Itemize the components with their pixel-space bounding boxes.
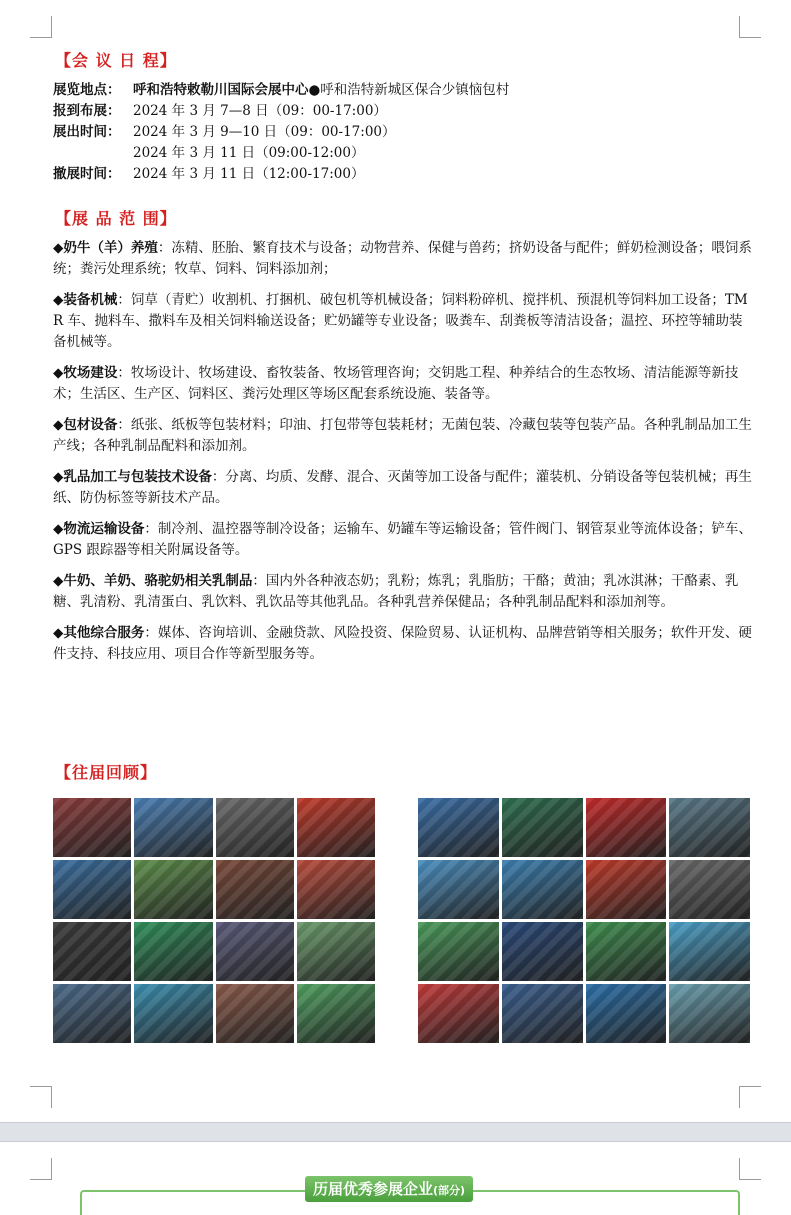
- scope-item: [53, 290, 753, 353]
- scope-item-key: ◆装备机械: [53, 292, 118, 308]
- review-photo: [297, 922, 375, 981]
- review-photo: [502, 922, 583, 981]
- scope-item: [53, 623, 753, 665]
- scope-item-key: ◆牧场建设: [53, 365, 118, 381]
- scope-item: [53, 363, 753, 405]
- venue-address: 呼和浩特新城区保合少镇恼包村: [320, 82, 510, 98]
- scope-item-text: ：国内外各种液态奶；乳粉；炼乳；乳脂肪；干酪；黄油；乳冰淇淋；干酪素、乳糖、乳清粉、乳清蛋白、乳饮料、乳饮品等其他乳品。各种乳营养保健品；各种乳制品配料和添加剂等。: [53, 573, 739, 610]
- review-photo: [418, 798, 499, 857]
- crop-mark: [30, 1158, 52, 1180]
- scope-item: [53, 238, 753, 280]
- review-photo: [216, 984, 294, 1043]
- review-photo: [134, 984, 212, 1043]
- review-photo: [297, 798, 375, 857]
- banner-title-text: 历届优秀参展企业: [313, 1180, 434, 1198]
- venue-label: 展览地点：: [53, 82, 121, 98]
- review-photo-collage-left: [53, 798, 375, 1043]
- review-photo: [586, 798, 667, 857]
- review-photo: [669, 860, 750, 919]
- page-gap: [0, 1122, 791, 1142]
- review-photo: [418, 922, 499, 981]
- schedule-info: [53, 80, 509, 185]
- scope-item-key: ◆其他综合服务: [53, 625, 145, 641]
- review-photo: [586, 860, 667, 919]
- review-photo: [418, 860, 499, 919]
- setup-value: 2024 年 3 月 7—8 日（09：00-17:00）: [133, 103, 387, 119]
- review-photo: [502, 860, 583, 919]
- review-photo: [53, 860, 131, 919]
- review-photo: [297, 984, 375, 1043]
- review-photo: [297, 860, 375, 919]
- setup-label: 报到布展：: [53, 103, 121, 119]
- crop-mark: [30, 16, 52, 38]
- scope-item-key: ◆牛奶、羊奶、骆驼奶相关乳制品: [53, 573, 253, 589]
- review-photo: [216, 860, 294, 919]
- scope-item-text: ：纸张、纸板等包装材料；印油、打包带等包装耗材；无菌包装、冷藏包装等包装产品。各种乳制品加工生产线；各种乳制品配料和添加剂。: [53, 417, 752, 454]
- scope-item-text: ：分离、均质、发酵、混合、灭菌等加工设备与配件；灌装机、分销设备等包装机械；再生纸、防伪标签等新技术产品。: [53, 469, 752, 506]
- review-heading: 【往届回顾】: [55, 763, 158, 782]
- scope-heading: 【展 品 范 围】: [55, 209, 177, 228]
- crop-mark: [30, 1086, 52, 1108]
- open-value-1: 2024 年 3 月 9—10 日（09：00-17:00）: [133, 124, 396, 140]
- review-photo: [586, 922, 667, 981]
- crop-mark: [739, 16, 761, 38]
- schedule-heading: 【会 议 日 程】: [55, 51, 177, 70]
- venue-name: 呼和浩特敕勒川国际会展中心●: [133, 82, 321, 98]
- review-photo: [216, 798, 294, 857]
- scope-item-key: ◆乳品加工与包装技术设备: [53, 469, 212, 485]
- scope-item: [53, 519, 753, 561]
- review-photo: [53, 922, 131, 981]
- review-photo: [134, 798, 212, 857]
- teardown-label: 撤展时间：: [53, 166, 121, 182]
- review-photo: [134, 860, 212, 919]
- review-photo: [216, 922, 294, 981]
- review-photo: [134, 922, 212, 981]
- review-photo: [669, 922, 750, 981]
- scope-item-text: ：制冷剂、温控器等制冷设备；运输车、奶罐车等运输设备；管件阀门、钢管泵业等流体设备；铲车、GPS 跟踪器等相关附属设备等。: [53, 521, 752, 558]
- scope-item-text: ：牧场设计、牧场建设、畜牧装备、牧场管理咨询；交钥匙工程、种养结合的生态牧场、清洁能源等新技术；生活区、生产区、饲料区、粪污处理区等场区配套系统设施、装备等。: [53, 365, 739, 402]
- scope-item-key: ◆奶牛（羊）养殖: [53, 240, 158, 256]
- scope-item-key: ◆包材设备: [53, 417, 118, 433]
- scope-list: [53, 238, 753, 675]
- scope-item: [53, 571, 753, 613]
- review-photo: [502, 984, 583, 1043]
- document-page-2: [0, 1142, 791, 1215]
- open-row-2: [53, 143, 509, 164]
- scope-item-text: ：冻精、胚胎、繁育技术与设备；动物营养、保健与兽药；挤奶设备与配件；鲜奶检测设备；喂饲系统；粪污处理系统；牧草、饲料、饲料添加剂；: [53, 240, 752, 277]
- review-photo: [53, 984, 131, 1043]
- setup-row: [53, 101, 509, 122]
- review-photo: [53, 798, 131, 857]
- banner-title-suffix: (部分): [433, 1184, 466, 1197]
- venue-row: [53, 80, 509, 101]
- scope-item: [53, 415, 753, 457]
- open-value-2: 2024 年 3 月 11 日（09:00-12:00）: [133, 145, 365, 161]
- scope-item: [53, 467, 753, 509]
- teardown-value: 2024 年 3 月 11 日（12:00-17:00）: [133, 166, 365, 182]
- exhibitor-banner-title: [305, 1176, 473, 1202]
- open-row: [53, 122, 509, 143]
- review-photo-collage-right: [418, 798, 750, 1043]
- scope-item-text: ：饲草（青贮）收割机、打捆机、破包机等机械设备；饲料粉碎机、搅拌机、预混机等饲料加工设备；TMR 车、抛料车、撒料车及相关饲料输送设备；贮奶罐等专业设备；吸粪车、刮粪板等清洁设备；温控、环控等辅助装备机械等。: [53, 292, 748, 350]
- review-photo: [502, 798, 583, 857]
- review-photo: [669, 798, 750, 857]
- teardown-row: [53, 164, 509, 185]
- review-photo: [418, 984, 499, 1043]
- scope-item-text: ：媒体、咨询培训、金融贷款、风险投资、保险贸易、认证机构、品牌营销等相关服务；软件开发、硬件支持、科技应用、项目合作等新型服务等。: [53, 625, 752, 662]
- crop-mark: [739, 1158, 761, 1180]
- review-photo: [586, 984, 667, 1043]
- review-photo: [669, 984, 750, 1043]
- crop-mark: [739, 1086, 761, 1108]
- open-label: 展出时间：: [53, 124, 121, 140]
- scope-item-key: ◆物流运输设备: [53, 521, 145, 537]
